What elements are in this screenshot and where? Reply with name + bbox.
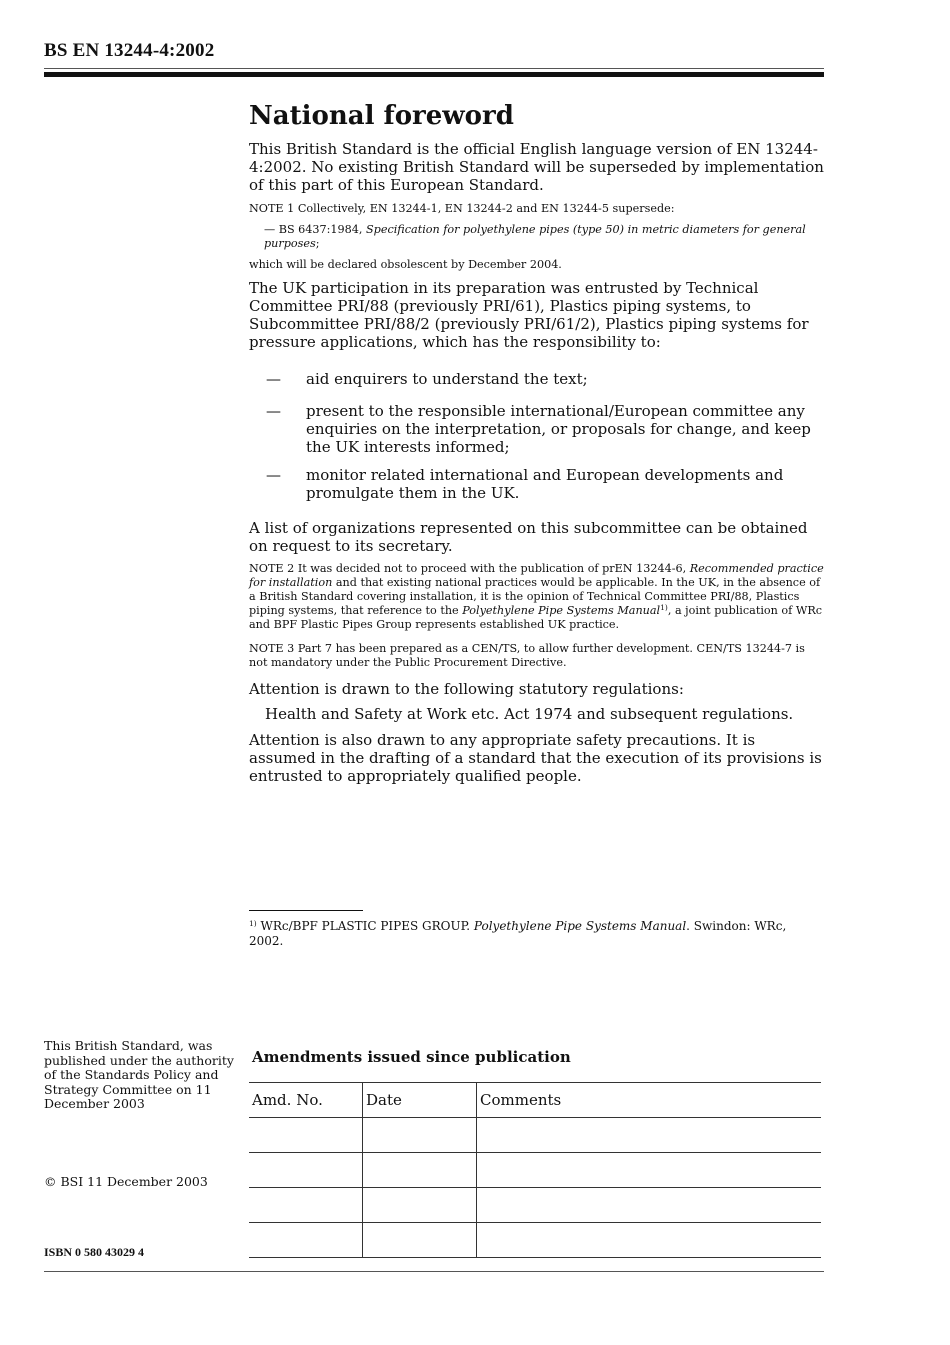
table-header-row bbox=[249, 1083, 821, 1118]
footer-rule bbox=[44, 1271, 824, 1272]
statutory-lead: Attention is drawn to the following statutory regulations: bbox=[249, 680, 684, 698]
document-id: BS EN 13244-4:2002 bbox=[44, 40, 215, 61]
safety-paragraph: Attention is also drawn to any appropriate safety precautions. It is assumed in the drafting of a standard that the execution of its provisions is entrusted to appropriately qualified people. bbox=[249, 731, 822, 785]
column-header-date: Date bbox=[363, 1083, 477, 1118]
note3: NOTE 3 Part 7 has been prepared as a CEN/TS, to allow further development. CEN/TS 13244-7 is not mandatory under the Public Procurement Directive. bbox=[249, 642, 805, 669]
intro-paragraph: This British Standard is the official English language version of EN 13244-4:2002. No existing British Standard will be superseded by implementation of this part of this European Standard. bbox=[249, 140, 824, 194]
participation-paragraph: The UK participation in its preparation was entrusted by Technical Committee PRI/88 (previously PRI/61), Plastics piping systems, to Subcommittee PRI/88/2 (previously PRI/61/2), Plastics piping systems for pressure applications, which has the responsibility to: bbox=[249, 279, 809, 351]
table-cell bbox=[477, 1223, 822, 1258]
footnote-ref[interactable]: 1) bbox=[660, 603, 668, 612]
column-header-comments: Comments bbox=[477, 1083, 822, 1118]
note1-lead: NOTE 1 Collectively, EN 13244-1, EN 13244-2 and EN 13244-5 supersede: bbox=[249, 202, 675, 215]
table-cell bbox=[477, 1188, 822, 1223]
table-cell bbox=[249, 1118, 363, 1153]
table-row bbox=[249, 1153, 821, 1188]
table-cell bbox=[249, 1188, 363, 1223]
page-title: National foreword bbox=[249, 101, 514, 131]
list-item-text: aid enquirers to understand the text; bbox=[306, 370, 588, 388]
copyright-notice: © BSI 11 December 2003 bbox=[44, 1174, 208, 1189]
table-cell bbox=[477, 1153, 822, 1188]
amendments-title: Amendments issued since publication bbox=[252, 1048, 571, 1066]
table-cell bbox=[477, 1118, 822, 1153]
table-cell bbox=[249, 1223, 363, 1258]
list-dash: — bbox=[266, 402, 281, 420]
table-cell bbox=[363, 1188, 477, 1223]
table-cell bbox=[363, 1118, 477, 1153]
table-row bbox=[249, 1118, 821, 1153]
list-item-text: monitor related international and European developments and promulgate them in the UK. bbox=[306, 466, 784, 502]
note1-item: — BS 6437:1984, Specification for polyethylene pipes (type 50) in metric diameters for general purposes; bbox=[264, 223, 806, 250]
footnote-rule bbox=[249, 910, 363, 911]
publication-statement: This British Standard, was published under the authority of the Standards Policy and Strategy Committee on 11 December 2003 bbox=[44, 1038, 234, 1111]
list-item-text: present to the responsible international/European committee any enquiries on the interpretation, or proposals for change, and keep the UK interests informed; bbox=[306, 402, 811, 456]
list-dash: — bbox=[266, 370, 281, 388]
amendments-table bbox=[249, 1082, 821, 1258]
list-dash: — bbox=[266, 466, 281, 484]
header-rule-thick bbox=[44, 72, 824, 77]
table-cell bbox=[249, 1153, 363, 1188]
table-row bbox=[249, 1223, 821, 1258]
org-list-paragraph: A list of organizations represented on this subcommittee can be obtained on request to its secretary. bbox=[249, 519, 808, 555]
table-cell bbox=[363, 1153, 477, 1188]
note2: NOTE 2 It was decided not to proceed with the publication of prEN 13244-6, Recommended practice for installation and that existing national practices would be applicable. In the UK, in the absence of a British Standard covering installation, it is the opinion of Technical Committee PRI/88, Plastics piping systems, that reference to the Polyethylene Pipe Systems Manual$^{1)}$, a joint publication of WRc and BPF Plastic Pipes Group represents established UK practice. bbox=[249, 562, 824, 631]
statutory-item: Health and Safety at Work etc. Act 1974 and subsequent regulations. bbox=[265, 705, 794, 723]
isbn: ISBN 0 580 43029 4 bbox=[44, 1245, 145, 1259]
column-header-amd-no: Amd. No. bbox=[249, 1083, 363, 1118]
table-row bbox=[249, 1188, 821, 1223]
footnote: $^{1)}$ WRc/BPF PLASTIC PIPES GROUP. Polyethylene Pipe Systems Manual. Swindon: WRc, 2002. bbox=[249, 919, 787, 948]
header-rule-thin bbox=[44, 68, 824, 69]
table-cell bbox=[363, 1223, 477, 1258]
note1-tail: which will be declared obsolescent by December 2004. bbox=[249, 258, 562, 271]
